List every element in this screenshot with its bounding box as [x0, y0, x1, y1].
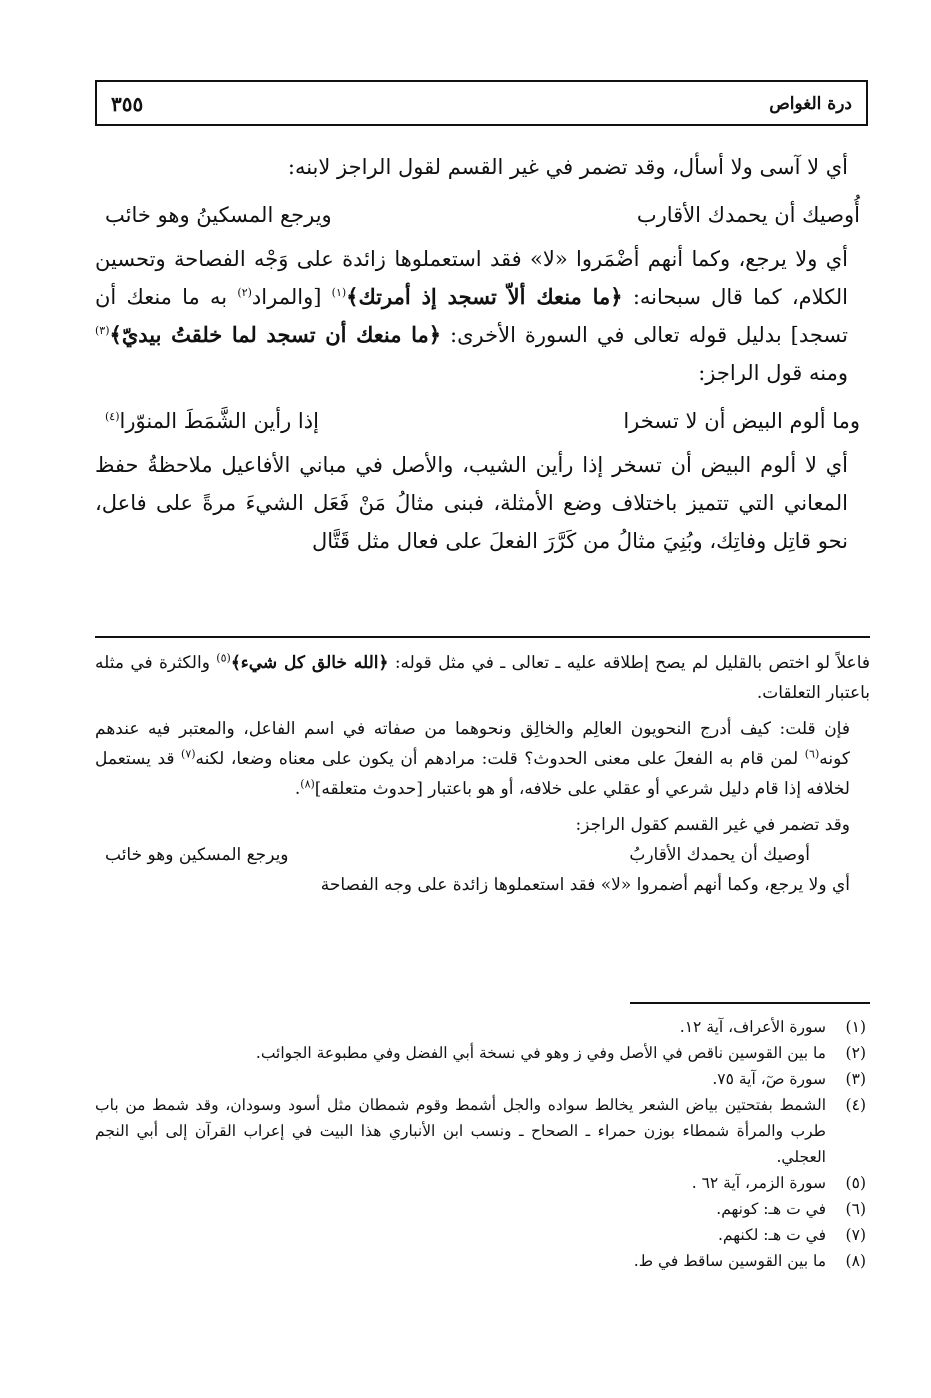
footnote-1	[95, 1014, 870, 1040]
footnote-8	[95, 1248, 870, 1274]
verse-2-second-text: إذا رأين الشَّمَطَ المنوّرا	[119, 409, 319, 433]
footnote-number: (٣)	[845, 1070, 866, 1088]
footnote-3	[95, 1066, 870, 1092]
quran-quote-3: ﴿الله خالق كل شيء﴾	[230, 653, 389, 673]
footnote-text: سورة الأعراف، آية ١٢.	[679, 1018, 826, 1036]
footnote-ref-8[interactable]: (٨)	[300, 777, 315, 791]
paragraph-2-text-c: به ما منعك أن تسجد] بدليل قوله تعالى في السورة الأخرى:	[95, 285, 848, 347]
footnotes	[95, 1014, 870, 1274]
verse-2	[95, 402, 870, 440]
commentary-2-text-c: قد يستعمل لخلافه إذا قام دليل شرعي أو عقلي على خلافه، أو هو باعتبار [حدوث متعلقه]	[95, 749, 850, 799]
footnote-5	[95, 1170, 870, 1196]
commentary-1-text-b: والكثرة في مثله باعتبار التعلقات.	[95, 653, 870, 703]
page-header	[95, 80, 868, 126]
footnote-text: سورة صٓ، آية ٧٥.	[712, 1070, 826, 1088]
commentary-paragraph-3: وقد تضمر في غير القسم كقول الراجز:	[575, 815, 850, 835]
footnote-ref-4[interactable]: (٤)	[105, 410, 120, 423]
commentary-paragraph-2	[95, 714, 870, 804]
footnote-text: في ت هـ: لكنهم.	[718, 1226, 826, 1244]
footnote-ref-7[interactable]: (٧)	[181, 747, 196, 761]
page-number: ٣٥٥	[111, 92, 144, 116]
verse-1-first-hemistich: أُوصيك أن يحمدك الأقارب	[636, 203, 860, 227]
footnote-text: ما بين القوسين ناقص في الأصل وفي ز وهو في نسخة أبي الفضل وفي مطبوعة الجوائب.	[255, 1044, 826, 1062]
footnote-4	[95, 1092, 870, 1170]
paragraph-2-text-a: أي ولا يرجع، وكما أنهم أضْمَروا «لا» فقد استعملوها زائدة على وَجْه الفصاحة وتحسين الكلام، كما قال سبحانه:	[95, 247, 849, 309]
quran-quote-2: ﴿ما منعك أن تسجد لما خلقتُ بيديّ﴾	[109, 322, 442, 347]
footnote-ref-5[interactable]: (٥)	[216, 651, 231, 665]
commentary-paragraph-1	[95, 648, 870, 708]
verse-1-second-hemistich: ويرجع المسكينُ وهو خائب	[105, 203, 332, 227]
quran-quote-1: ﴿ما منعك ألاّ تسجد إذ أمرتك﴾	[346, 284, 623, 309]
footnote-ref-1[interactable]: (١)	[331, 286, 347, 299]
footnote-text: في ت هـ: كونهم.	[716, 1200, 826, 1218]
commentary-paragraph-4: أي ولا يرجع، وكما أنهم أضمروا «لا» فقد استعملوها زائدة على وجه الفصاحة	[320, 875, 850, 895]
paragraph-2	[95, 240, 870, 392]
main-text	[95, 148, 870, 560]
footnote-text: ما بين القوسين ساقط في ط.	[633, 1252, 826, 1270]
footnote-ref-6[interactable]: (٦)	[804, 747, 820, 761]
footnote-ref-3[interactable]: (٣)	[95, 324, 110, 337]
footnote-number: (١)	[845, 1018, 866, 1036]
commentary-verse-second-hemistich: ويرجع المسكين وهو خائب	[105, 845, 289, 865]
verse-2-second-hemistich	[105, 402, 319, 440]
footnote-7	[95, 1222, 870, 1248]
footnote-number: (٦)	[845, 1200, 866, 1218]
commentary-verse-first-hemistich: أوصيك أن يحمدك الأقاربُ	[629, 845, 810, 865]
section-divider	[95, 636, 870, 638]
footnote-number: (٨)	[845, 1252, 866, 1270]
commentary-verse	[95, 840, 870, 870]
footnote-2	[95, 1040, 870, 1066]
footnote-ref-2[interactable]: (٢)	[237, 286, 252, 299]
paragraph-2-text-b: [والمراد	[251, 285, 332, 309]
footnote-number: (٧)	[845, 1226, 866, 1244]
footnote-text: الشمط بفتحتين بياض الشعر يخالط سواده والجل أشمط وقوم شمطان مثل أسود وسودان، وقد شمط من باب طرب والمرأة شمطاء بوزن حمراء ـ الصحاح ـ ونسب ابن الأنباري هذا البيت في إعراب القرآن إلى أبي النجم العجلي.	[95, 1096, 826, 1166]
commentary-text	[95, 648, 870, 900]
commentary-2-text-a: فإن قلت: كيف أدرج النحويون العالِم والخالِق ونحوهما من صفاته في اسم الفاعل، والمعتبر فيه عندهم كونه	[95, 719, 850, 769]
commentary-2-text-b: لمن قام به الفعلَ على معنى الحدوث؟ قلت: مرادهم أن يكون على معناه وضعا، لكنه	[195, 749, 805, 769]
commentary-1-text-a: فاعلاً لو اختص بالقليل لم يصح إطلاقه عليه ـ تعالى ـ في مثل قوله:	[388, 653, 871, 673]
footnote-number: (٥)	[845, 1174, 866, 1192]
commentary-2-text-d: .	[294, 779, 301, 799]
footnote-divider	[630, 1002, 870, 1004]
verse-1	[95, 196, 870, 234]
running-title: درة الغواص	[769, 94, 852, 114]
book-page	[95, 80, 870, 1390]
footnote-6	[95, 1196, 870, 1222]
paragraph-2-text-d: ومنه قول الراجز:	[698, 361, 848, 385]
verse-2-first-hemistich: وما ألوم البيض أن لا تسخرا	[623, 409, 860, 433]
footnote-number: (٢)	[845, 1044, 866, 1062]
footnote-number: (٤)	[845, 1096, 866, 1114]
footnote-text: سورة الزمر، آية ٦٢ .	[691, 1174, 826, 1192]
paragraph-1: أي لا آسى ولا أسأل، وقد تضمر في غير القسم لقول الراجز لابنه:	[287, 155, 848, 179]
paragraph-3: أي لا ألوم البيض أن تسخر إذا رأين الشيب، والأصل في مباني الأفاعيل ملاحظةُ حفظ المعاني التي تتميز باختلاف وضع الأمثلة، فبنى مثالُ مَنْ فَعَل الشيءَ مرةً على فاعل، نحو قاتِل وفاتِك، وبُنِيَ مثالُ من كَرَّرَ الفعلَ على فعال مثل قَتَّال	[95, 453, 848, 553]
